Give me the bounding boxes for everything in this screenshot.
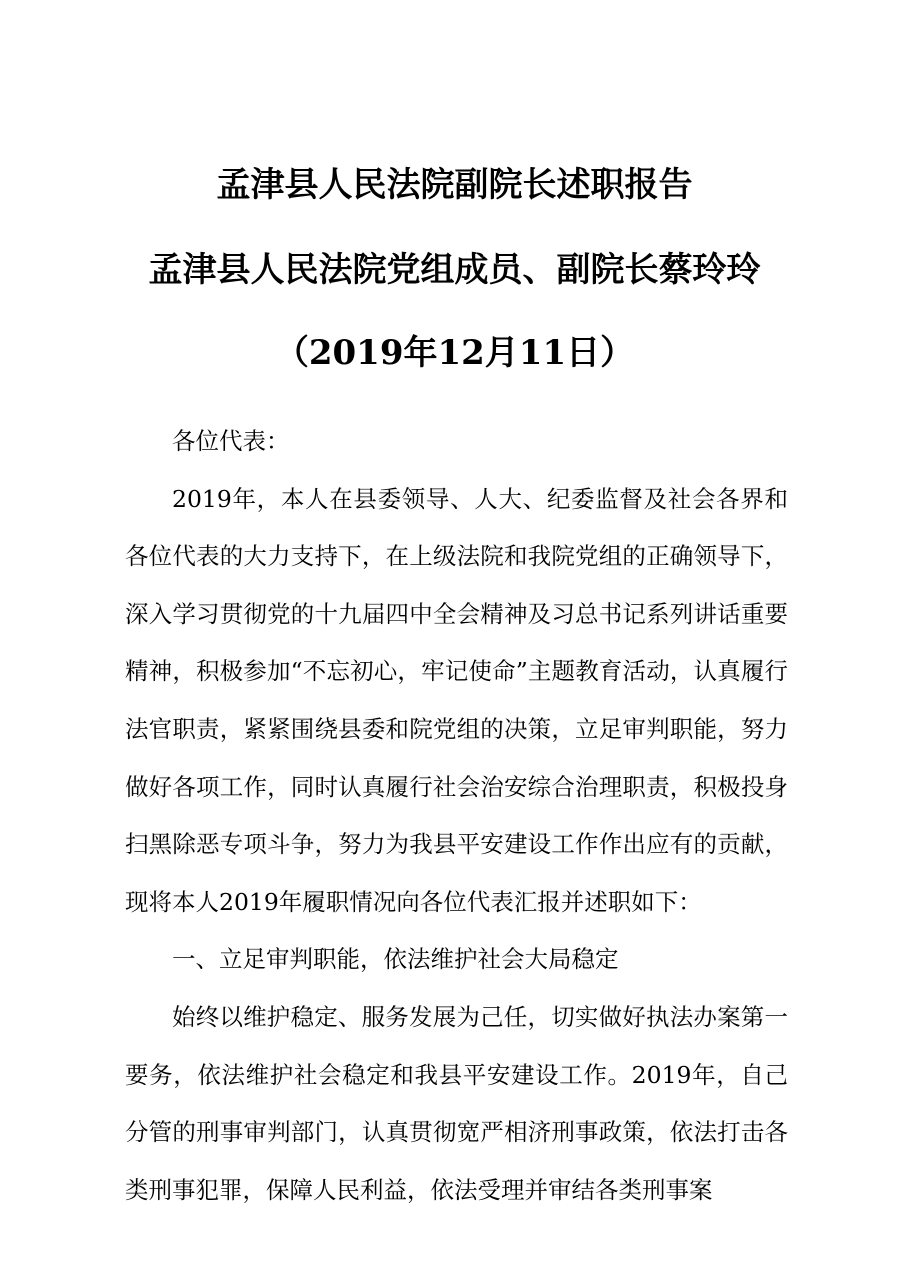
document-body [125,413,788,1219]
section-heading: 一、立足审判职能，依法维护社会大局稳定 [172,945,619,974]
document-title: 孟津县人民法院副院长述职报告 [216,165,693,205]
document-subtitle: 孟津县人民法院党组成员、副院长蔡玲玲 [148,250,761,290]
salutation: 各位代表： [172,427,290,455]
body-paragraph: 始终以维护稳定、服务发展为己任，切实做好执法办案第一要务，依法维护社会稳定和我县平安建设工作。2019年，自己分管的刑事审判部门，认真贯彻宽严相济刑事政策，依法打击各类刑事犯罪，保障人民利益，依法受理并审结各类刑事案 [125,1002,788,1204]
body-paragraph: 2019年，本人在县委领导、人大、纪委监督及社会各界和各位代表的大力支持下，在上级法院和我院党组的正确领导下，深入学习贯彻党的十九届四中全会精神及习总书记系列讲话重要精神，积极参加“不忘初心，牢记使命”主题教育活动，认真履行法官职责，紧紧围绕县委和院党组的决策，立足审判职能，努力做好各项工作，同时认真履行社会治安综合治理职责，积极投身扫黑除恶专项斗争，努力为我县平安建设工作作出应有的贡献，现将本人2019年履职情况向各位代表汇报并述职如下： [125,484,788,916]
document-date: （2019年12月11日） [274,333,635,373]
